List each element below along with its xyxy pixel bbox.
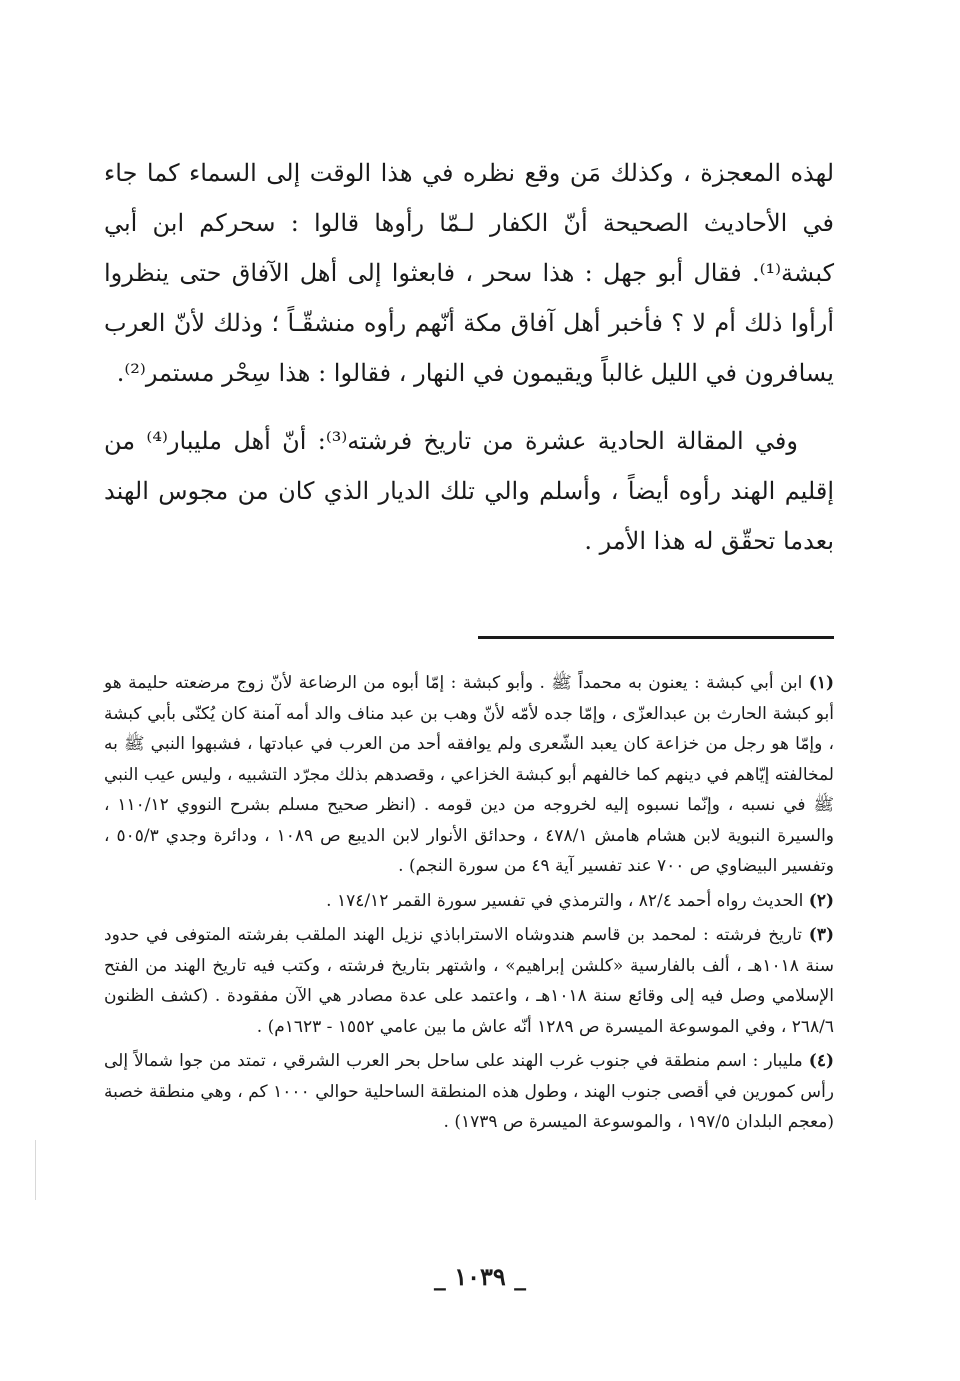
footnote-3 — [104, 920, 834, 1042]
footnote-4 — [104, 1046, 834, 1138]
main-text — [104, 148, 834, 566]
footnote-text: الحديث رواه أحمد ٨٢/٤ ، والترمذي في تفسير سورة القمر ١٧٤/١٢ . — [326, 890, 804, 911]
main-paragraph-1: لهذه المعجزة ، وكذلك مَن وقع نظره في هذا الوقت إلى السماء كما جاء في الأحاديث الصحيحة أنّ الكفار لـمّا رأوها قالوا : سحركم ابن أبي كبشة⁽¹⁾. فقال أبو جهل : هذا سحر ، فابعثوا إلى أهل الآفاق حتى ينظروا أرأوا ذلك أم لا ؟ فأخبر أهل آفاق مكة أنّهم رأوه منشقّـاً ؛ وذلك لأنّ العرب يسافرون في الليل غالباً ويقيمون في النهار ، فقالوا : هذا سِحْر مستمر⁽²⁾. — [104, 159, 834, 387]
footnote-number: (٤) — [808, 1051, 834, 1071]
footnote-text: ابن أبي كبشة : يعنون به محمداً ﷺ . وأبو كبشة : إمّا أبوه من الرضاعة لأنّ زوج مرضعته حليمة هو أبو كبشة الحارث بن عبدالعزّى ، وإمّا جده لأمّه لأنّ وهب بن عبد مناف والد أمه آمنة كان يُكنّى بأبي كبشة ، وإمّا هو رجل من خزاعة كان يعبد الشّعرى ولم يوافقه أحد من العرب في عبادتها ، فشبهوا النبي ﷺ به لمخالفته إيّاهم في دينهم كما خالفهم أبو كبشة الخزاعي ، وقصدهم بذلك مجرّد التشبيه ، وليس عيب النبي ﷺ في نسبه ، وإنّما نسبوه إليه لخروجه من دين قومه . (انظر صحيح مسلم بشرح النووي ١١٠/١٢ ، والسيرة النبوية لابن هشام هامش ٤٧٨/١ ، وحدائق الأنوار لابن الديبع ص ١٠٨٩ ، ودائرة وجدي ٥٠٥/٣ ، وتفسير البيضاوي ص ٧٠٠ عند تفسير آية ٤٩ من سورة النجم) . — [104, 673, 835, 876]
page-number: _ ١٠٣٩ _ — [433, 1262, 527, 1291]
footnote-number: (١) — [808, 673, 835, 693]
footnote-separator — [478, 636, 834, 639]
footnote-number: (٣) — [808, 925, 834, 945]
footnotes — [104, 668, 834, 1142]
footnote-text: تاريخ فرشته : لمحمد بن قاسم هندوشاه الاستراباذي نزيل الهند الملقب بفرشته المتوفى في حدود سنة ١٠١٨هـ ، ألف بالفارسية «كلشن إبراهيم» ، واشتهر بتاريخ فرشته ، وكتب فيه تاريخ الهند من الفتح الإسلامي وصل فيه إلى وقائع سنة ١٠١٨هـ ، واعتمد على عدة مصادر هي الآن مفقودة . (كشف الظنون ٢٦٨/٦ ، وفي الموسوعة الميسرة ص ١٢٨٩ أنّه عاش ما بين عامي ١٥٥٢ - ١٦٢٣م) . — [104, 925, 834, 1037]
margin-mark — [35, 1140, 36, 1200]
main-paragraph-2: وفي المقالة الحادية عشرة من تاريخ فرشته⁽³⁾: أنّ أهل مليبار⁽⁴⁾ من إقليم الهند رأوه أيضاً ، وأسلم والي تلك الديار الذي كان من مجوس الهند بعدما تحقّق له هذا الأمر . — [104, 427, 834, 555]
footnote-2 — [104, 886, 834, 917]
footnote-number: (٢) — [808, 890, 834, 911]
footnote-text: مليبار : اسم منطقة في جنوب غرب الهند على ساحل بحر العرب الشرقي ، تمتد من جوا شمالاً إلى رأس كمورين في أقصى جنوب الهند ، وطول هذه المنطقة الساحلية حوالي ١٠٠٠ كم ، وهي منطقة خصبة (معجم البلدان ١٩٧/٥ ، والموسوعة الميسرة ص ١٧٣٩) . — [104, 1051, 834, 1132]
footnote-1 — [104, 668, 834, 882]
